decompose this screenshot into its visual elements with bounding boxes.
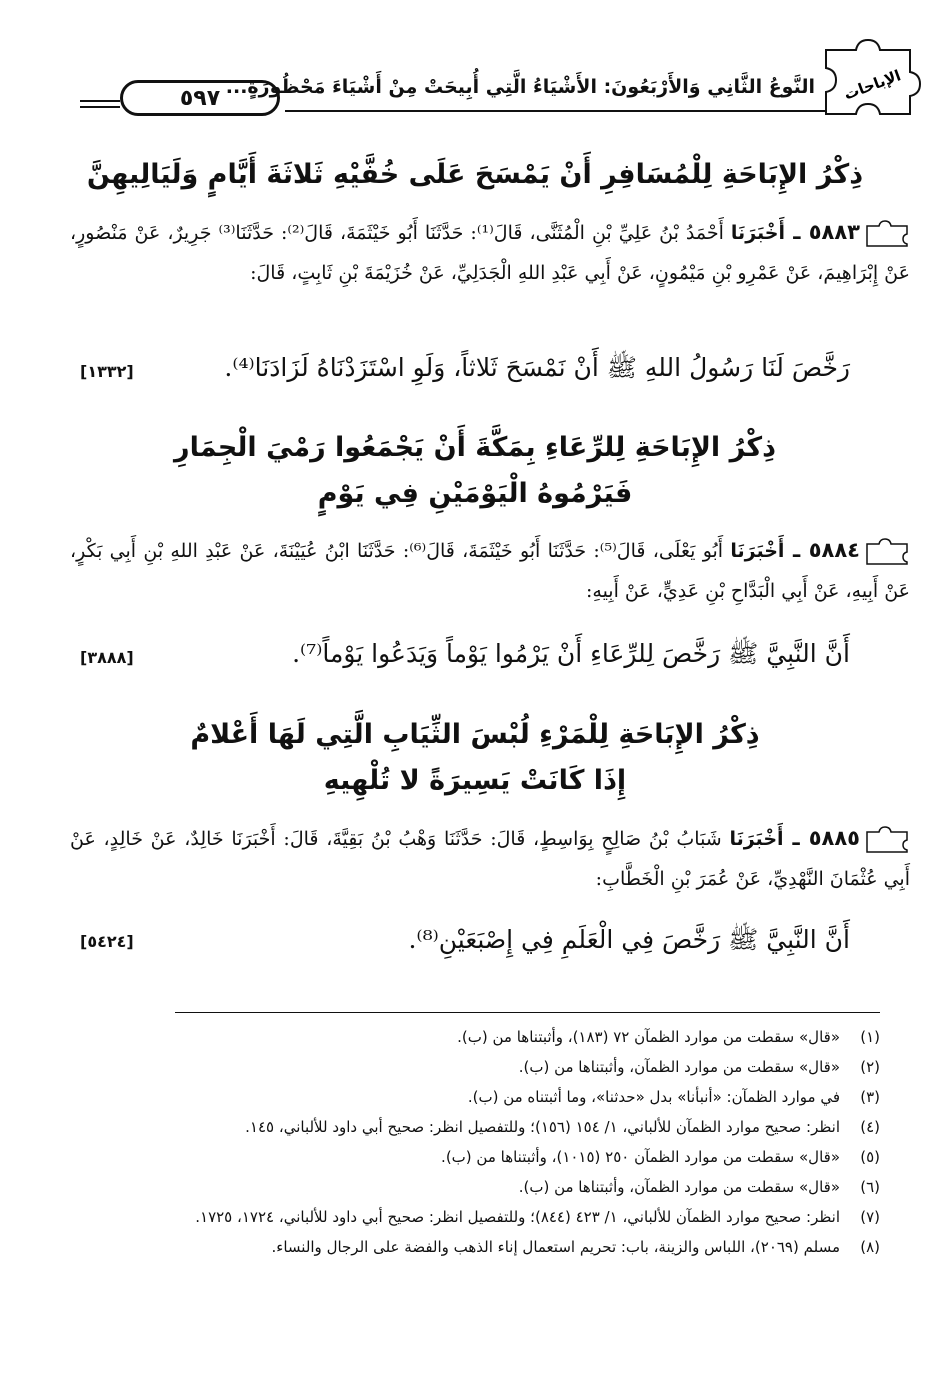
footnote <box>70 1022 880 1052</box>
hadith-matn: أَنَّ النَّبِيَّ ﷺ رَخَّصَ لِلرِّعَاءِ أَنْ يَرْمُوا يَوْماً وَيَدَعُوا يَوْماً⁽⁷⁾. <box>292 639 850 668</box>
isnad-text: شَبَابُ بْنُ صَالِحٍ بِوَاسِطٍ، قَالَ: حَدَّثَنَا وَهْبُ بْنُ بَقِيَّةَ، قَالَ: أَخْبَرَنَا خَالِدٌ، عَنْ خَالِدٍ، عَنْ أَبِي عُثْمَانَ النَّهْدِيِّ، عَنْ عُمَرَ بْنِ الْخَطَّابِ: <box>70 828 910 890</box>
footnote-number: (٨) <box>860 1238 880 1256</box>
akhbarana-word: أَخْبَرَنَا <box>729 828 784 850</box>
hadith-isnad <box>70 212 910 293</box>
footnote-text: انظر: صحيح موارد الظمآن للألباني، ١/ ١٥٤ (١٥٦)؛ وللتفصيل انظر: صحيح أبي داود للألباني، ١٤٥. <box>245 1118 840 1136</box>
running-title: النَّوعُ الثَّانِي وَالأَرْبَعُونَ: الأَشْيَاءُ الَّتِي أُبِيحَتْ مِنْ أَشْيَاءَ مَحْظُورَةٍ... <box>225 76 815 98</box>
footnote-text: انظر: صحيح موارد الظمآن للألباني، ١/ ٤٢٣ (٨٤٤)؛ وللتفصيل انظر: صحيح أبي داود للألباني، ١٧٢٤، ١٧٢٥. <box>195 1208 840 1226</box>
hadith-number-separator: ـ <box>783 826 809 850</box>
hadith-matn: رَخَّصَ لَنَا رَسُولُ اللهِ ﷺ أَنْ نَمْسَحَ ثَلاثاً، وَلَوِ اسْتَزَدْنَاهُ لَزَادَنَا⁽⁴⁾. <box>224 353 850 382</box>
section-heading <box>60 152 890 198</box>
footnote <box>70 1142 880 1172</box>
footnotes <box>70 1022 880 1262</box>
hadith-isnad <box>70 530 910 611</box>
footnote-text: مسلم (٢٠٦٩)، اللباس والزينة، باب: تحريم استعمال إناء الذهب والفضة على الرجال والنساء. <box>271 1238 840 1256</box>
hadith-reference: [٥٤٢٤] <box>80 932 134 951</box>
section-heading <box>60 712 890 804</box>
footnote <box>70 1082 880 1112</box>
footnote-number: (٧) <box>860 1208 880 1226</box>
akhbarana-word: أَخْبَرَنَا <box>730 222 785 244</box>
heading-line: ذِكْرُ الإِبَاحَةِ لِلْمُسَافِرِ أَنْ يَمْسَحَ عَلَى خُفَّيْهِ ثَلاثَةَ أَيَّامٍ وَلَيَالِيهِنَّ <box>86 159 864 190</box>
footnote <box>70 1202 880 1232</box>
footnote-number: (٣) <box>860 1088 880 1106</box>
hadith-number: ٥٨٨٥ <box>808 826 860 850</box>
header-rule <box>80 106 120 108</box>
hadith-number: ٥٨٨٣ <box>808 220 860 244</box>
page-number: ٥٩٧ <box>120 80 280 116</box>
footnote <box>70 1112 880 1142</box>
isnad-text: أَبُو يَعْلَى، قَالَ⁽⁵⁾: حَدَّثَنَا أَبُو خَيْثَمَةَ، قَالَ⁽⁶⁾: حَدَّثَنَا ابْنُ عُيَيْنَةَ، عَنْ عَبْدِ اللهِ بْنِ أَبِي بَكْرٍ، عَنْ أَبِيهِ، عَنْ أَبِي الْبَدَّاحِ بْنِ عَدِيٍّ، عَنْ أَبِيهِ: <box>70 540 910 602</box>
footnote <box>70 1052 880 1082</box>
footnote-number: (٦) <box>860 1178 880 1196</box>
footnote-number: (٤) <box>860 1118 880 1136</box>
hadith-reference: [٣٨٨٨] <box>80 648 134 667</box>
heading-line: إِذَا كَانَتْ يَسِيرَةً لا تُلْهِيهِ <box>323 765 627 796</box>
header-underline <box>285 110 840 112</box>
footnote-text: «قال» سقطت من موارد الظمآن، وأثبتناها من (ب). <box>518 1058 840 1076</box>
footnote-rule <box>175 1012 880 1013</box>
footnote-number: (٥) <box>860 1148 880 1166</box>
puzzle-marker-icon <box>864 538 910 566</box>
hadith-isnad <box>70 818 910 899</box>
hadith-reference: [١٣٣٢] <box>80 362 134 381</box>
header-rule <box>80 100 120 102</box>
akhbarana-word: أَخْبَرَنَا <box>730 540 785 562</box>
heading-line: فَيَرْمُوهُ الْيَوْمَيْنِ فِي يَوْمٍ <box>317 478 633 509</box>
heading-line: ذِكْرُ الإِبَاحَةِ لِلرِّعَاءِ بِمَكَّةَ أَنْ يَجْمَعُوا رَمْيَ الْجِمَارِ <box>174 432 776 463</box>
isnad-text: أَحْمَدُ بْنُ عَلِيِّ بْنِ الْمُثَنَّى، قَالَ⁽¹⁾: حَدَّثَنَا أَبُو خَيْثَمَةَ، قَالَ⁽²⁾: حَدَّثَنَا⁽³⁾ جَرِيرٌ، عَنْ مَنْصُورٍ، عَنْ إِبْرَاهِيمَ، عَنْ عَمْرِو بْنِ مَيْمُونٍ، عَنْ أَبِي عَبْدِ اللهِ الْجَدَلِيِّ، عَنْ خُزَيْمَةَ بْنِ ثَابِتٍ، قَالَ: <box>70 222 910 284</box>
heading-line: ذِكْرُ الإِبَاحَةِ لِلْمَرْءِ لُبْسَ الثِّيَابِ الَّتِي لَهَا أَعْلامٌ <box>190 719 760 750</box>
footnote-text: «قال» سقطت من موارد الظمآن ٢٥٠ (١٠١٥)، وأثبتناها من (ب). <box>441 1148 840 1166</box>
footnote-number: (١) <box>860 1028 880 1046</box>
puzzle-marker-icon <box>864 826 910 854</box>
hadith-matn: أَنَّ النَّبِيَّ ﷺ رَخَّصَ فِي الْعَلَمِ فِي إِصْبَعَيْنِ⁽⁸⁾. <box>408 925 850 954</box>
footnote-number: (٢) <box>860 1058 880 1076</box>
footnote-text: في موارد الظمآن: «أنبأنا» بدل «حدثنا»، وما أثبتناه من (ب). <box>467 1088 840 1106</box>
hadith-number: ٥٨٨٤ <box>808 538 860 562</box>
section-heading <box>60 425 890 517</box>
badge-label: الإباحات <box>841 66 904 104</box>
puzzle-piece-icon <box>818 38 930 118</box>
footnote-text: «قال» سقطت من موارد الظمآن، وأثبتناها من (ب). <box>518 1178 840 1196</box>
footnote-text: «قال» سقطت من موارد الظمآن ٧٢ (١٨٣)، وأثبتناها من (ب). <box>457 1028 840 1046</box>
page-header <box>80 38 930 118</box>
footnote <box>70 1232 880 1262</box>
puzzle-marker-icon <box>864 220 910 248</box>
footnote <box>70 1172 880 1202</box>
hadith-number-separator: ـ <box>784 538 809 562</box>
hadith-number-separator: ـ <box>784 220 809 244</box>
